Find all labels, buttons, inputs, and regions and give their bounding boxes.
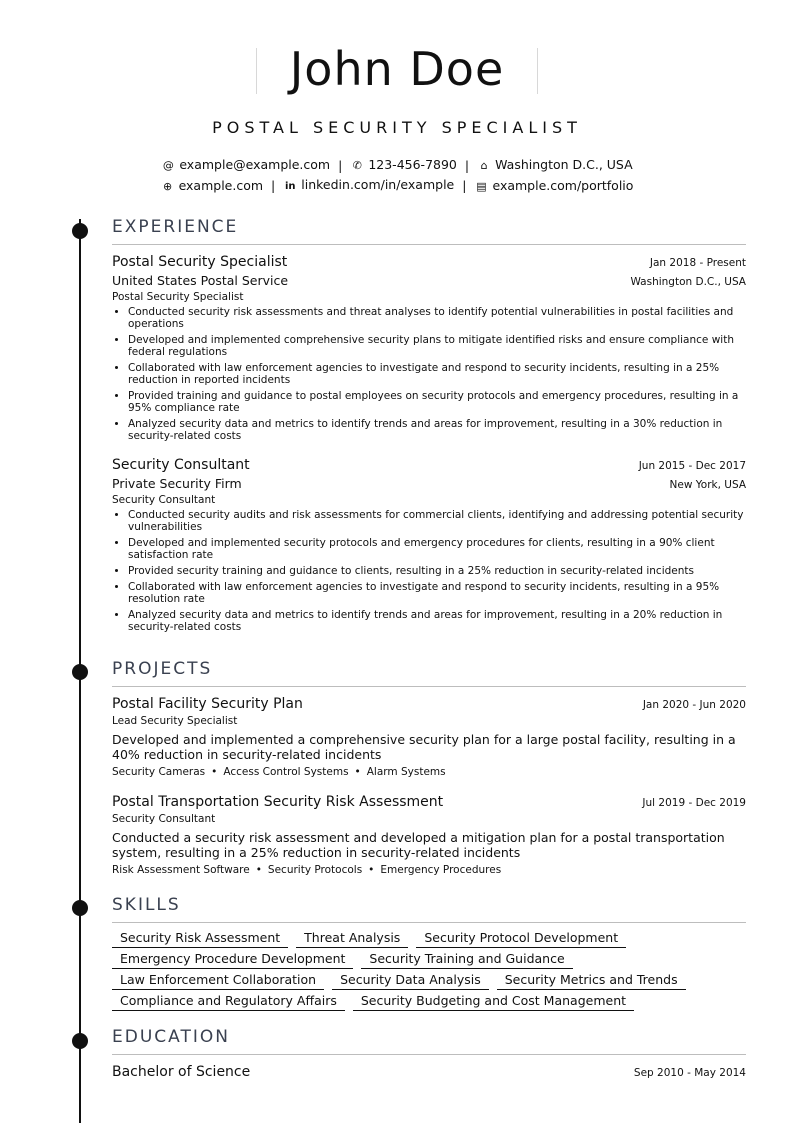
list-item: • Developed and implemented security protocols and emergency procedures for clients, resulting in a 90% client satisfaction rate	[128, 537, 746, 561]
project-entry	[112, 695, 746, 779]
skill-chip: Threat Analysis	[296, 929, 408, 948]
skill-chip: Emergency Procedure Development	[112, 950, 353, 969]
tag: Security Cameras	[112, 766, 206, 778]
list-item: • Provided security training and guidance to clients, resulting in a 25% reduction in security-related incidents	[128, 565, 746, 577]
entry-title: Postal Transportation Security Risk Assessment	[112, 794, 444, 810]
list-item: • Provided training and guidance to postal employees on security protocols and emergency procedures, resulting in a 95% compliance rate	[128, 390, 746, 414]
timeline-dot	[72, 900, 88, 916]
skill-chip: Security Training and Guidance	[361, 950, 572, 969]
resume-header	[0, 40, 794, 196]
globe-icon: ⊕	[162, 179, 173, 193]
contact-linkedin[interactable]: in linkedin.com/in/example	[283, 175, 454, 196]
entry-location: Washington D.C., USA	[630, 276, 746, 288]
project-description: Developed and implemented a comprehensive security plan for a large postal facility, resulting in a 40% reduction in security-related incidents	[112, 732, 736, 762]
entry-title: Bachelor of Science	[112, 1064, 251, 1080]
skill-chip: Law Enforcement Collaboration	[112, 971, 324, 990]
list-item: • Analyzed security data and metrics to identify trends and areas for improvement, resulting in a 30% reduction in security-related costs	[128, 418, 746, 442]
list-item: • Collaborated with law enforcement agencies to investigate and respond to security incidents, resulting in a 95% resolution rate	[128, 581, 746, 605]
list-item: • Developed and implemented comprehensive security plans to mitigate identified risks and ensure compliance with federal regulations	[128, 334, 746, 358]
contact-separator: |	[464, 157, 470, 173]
experience-entry	[112, 456, 746, 633]
linkedin-icon: in	[284, 181, 296, 192]
tag: Access Control Systems	[223, 766, 349, 778]
section-heading-experience: EXPERIENCE	[112, 216, 746, 245]
entry-date: Jun 2015 - Dec 2017	[638, 460, 746, 472]
project-tags	[112, 765, 746, 779]
bullet-list	[112, 509, 746, 633]
contact-separator: |	[462, 178, 467, 193]
list-item: • Conducted security risk assessments and threat analyses to identify potential vulnerabilities in postal facilities and operations	[128, 306, 746, 330]
tag-separator: •	[354, 766, 361, 778]
timeline-dot	[72, 1033, 88, 1049]
list-item: • Collaborated with law enforcement agencies to investigate and respond to security incidents, resulting in a 25% reduction in reported incidents	[128, 362, 746, 386]
skill-chip: Security Budgeting and Cost Management	[353, 992, 634, 1011]
tag-separator: •	[211, 766, 218, 778]
bullet-list	[112, 306, 746, 442]
tag: Security Protocols	[267, 864, 363, 876]
skill-chip: Compliance and Regulatory Affairs	[112, 992, 345, 1011]
timeline-dot	[72, 664, 88, 680]
home-icon: ⌂	[480, 159, 488, 172]
contact-row-1	[0, 155, 794, 175]
entry-date: Jan 2018 - Present	[649, 257, 746, 269]
entry-date: Jan 2020 - Jun 2020	[642, 699, 746, 711]
skill-chip: Security Risk Assessment	[112, 929, 288, 948]
projects-section	[112, 658, 746, 877]
experience-section	[112, 216, 746, 637]
job-title: POSTAL SECURITY SPECIALIST	[212, 118, 582, 137]
entry-title: Postal Security Specialist	[112, 254, 288, 270]
project-entry	[112, 793, 746, 877]
contact-info	[0, 155, 794, 196]
candidate-name: John Doe	[289, 42, 505, 96]
tag: Emergency Procedures	[380, 864, 502, 876]
entry-company: United States Postal Service	[112, 273, 289, 288]
contact-phone[interactable]: ✆ 123-456-7890	[350, 155, 457, 175]
portfolio-icon: ▤	[476, 179, 487, 193]
experience-entry	[112, 253, 746, 442]
entry-date: Sep 2010 - May 2014	[633, 1067, 746, 1079]
list-item: • Analyzed security data and metrics to identify trends and areas for improvement, resulting in a 20% reduction in security-related costs	[128, 609, 746, 633]
tag: Risk Assessment Software	[112, 864, 250, 876]
education-entry	[112, 1063, 746, 1082]
entry-role: Security Consultant	[112, 813, 216, 825]
tag-separator: •	[255, 864, 262, 876]
phone-icon: ✆	[352, 159, 362, 172]
project-description: Conducted a security risk assessment and developed a mitigation plan for a postal transportation system, resulting in a 25% reduction in security-related incidents	[112, 830, 725, 860]
entry-role: Security Consultant	[112, 494, 216, 506]
timeline-dot	[72, 223, 88, 239]
at-icon: @	[162, 159, 174, 172]
tag-separator: •	[368, 864, 375, 876]
tag: Alarm Systems	[366, 766, 446, 778]
contact-portfolio[interactable]: ▤ example.com/portfolio	[474, 176, 633, 196]
contact-separator: |	[271, 178, 276, 193]
contact-email[interactable]: @ example@example.com	[161, 155, 330, 175]
contact-website[interactable]: ⊕ example.com	[161, 176, 263, 196]
contact-location: ⌂ Washington D.C., USA	[477, 155, 633, 175]
entry-company: Private Security Firm	[112, 476, 242, 491]
skill-chip: Security Protocol Development	[416, 929, 626, 948]
project-tags	[112, 863, 746, 877]
skills-list	[112, 929, 712, 1011]
entry-role: Lead Security Specialist	[112, 715, 238, 727]
section-heading-education: EDUCATION	[112, 1026, 746, 1055]
section-heading-projects: PROJECTS	[112, 658, 746, 687]
section-heading-skills: SKILLS	[112, 894, 746, 923]
entry-title: Postal Facility Security Plan	[112, 696, 303, 712]
contact-separator: |	[338, 157, 343, 173]
entry-date: Jul 2019 - Dec 2019	[642, 797, 746, 809]
entry-title: Security Consultant	[112, 457, 250, 473]
education-section	[112, 1026, 746, 1082]
entry-role: Postal Security Specialist	[112, 291, 244, 303]
contact-row-2	[0, 175, 794, 196]
entry-location: New York, USA	[669, 479, 746, 491]
skill-chip: Security Data Analysis	[332, 971, 489, 990]
skill-chip: Security Metrics and Trends	[497, 971, 686, 990]
name-block	[256, 40, 539, 98]
list-item: • Conducted security audits and risk assessments for commercial clients, identifying and addressing potential security vulnerabilities	[128, 509, 746, 533]
skills-section	[112, 894, 746, 1011]
